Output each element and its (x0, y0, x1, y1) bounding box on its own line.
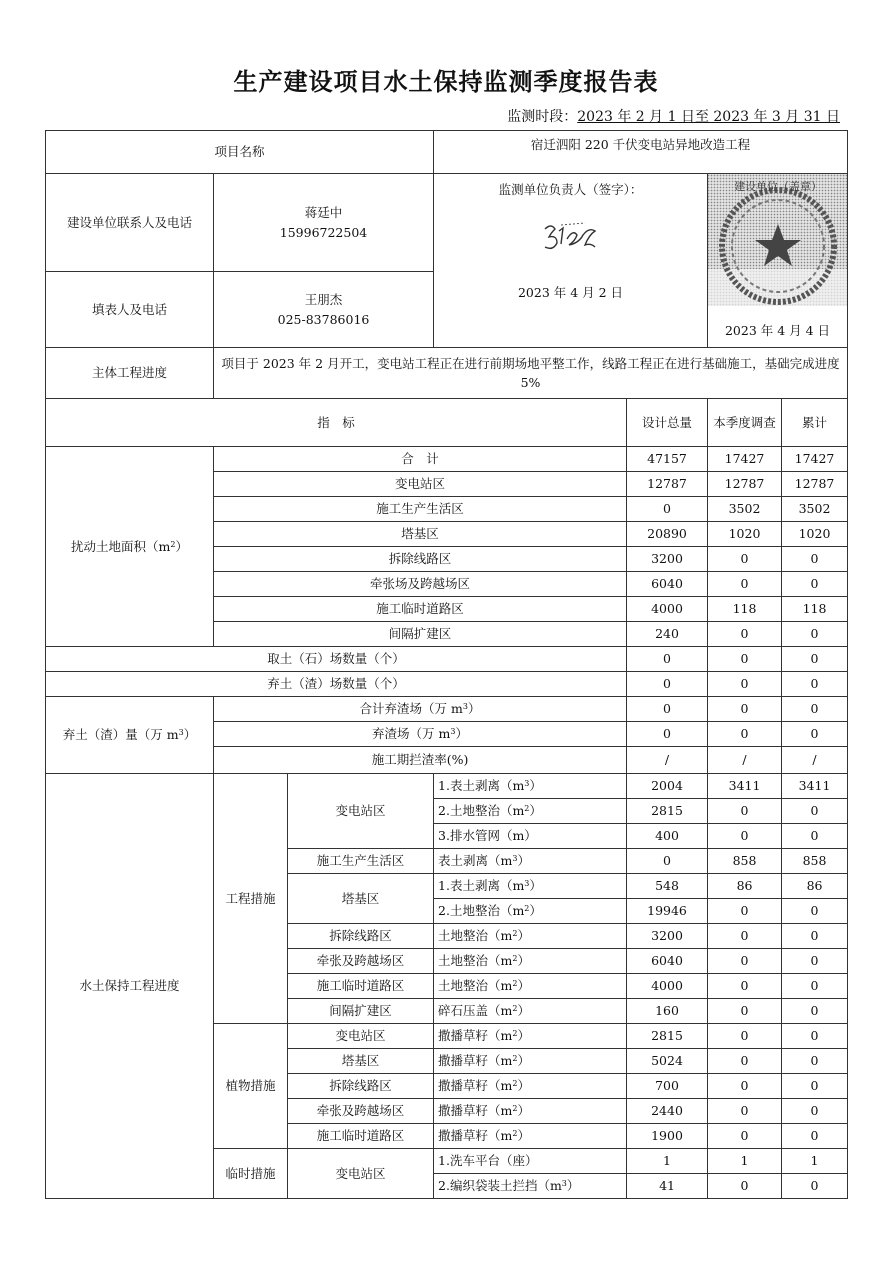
this-quarter-value: 3502 (708, 497, 782, 522)
design-total-value: / (627, 747, 708, 774)
disturbed-area-name: 拆除线路区 (214, 547, 627, 572)
this-quarter-value: 0 (708, 974, 782, 999)
cumulative-value: 0 (782, 622, 848, 647)
this-quarter-value: 0 (708, 1099, 782, 1124)
cell-text: 施工期拦渣率(%) (371, 752, 469, 768)
table-row (46, 774, 848, 799)
measure-area: 变电站区 (288, 774, 434, 849)
cell-text: 2.编织袋装土拦挡（m (438, 1178, 562, 1194)
borrow-site-count-label: 取土（石）场数量（个） (46, 647, 627, 672)
disturbed-area-name: 间隔扩建区 (214, 622, 627, 647)
spoil-volume-name (214, 747, 627, 774)
design-total-value: 3200 (627, 924, 708, 949)
cumulative-value: 0 (782, 1099, 848, 1124)
disturbed-area-label (46, 447, 214, 647)
builder-seal-cell (708, 174, 848, 348)
cumulative-value: 0 (782, 647, 848, 672)
progress-label: 主体工程进度 (46, 348, 214, 399)
cell-text-end: ） (455, 726, 468, 742)
cumulative-value: 858 (782, 849, 848, 874)
this-quarter-value: 0 (708, 722, 782, 747)
design-total-value: 4000 (627, 597, 708, 622)
measure-area: 施工临时道路区 (288, 974, 434, 999)
col-header-indicator: 指 标 (46, 399, 627, 447)
measure-area: 牵张及跨越场区 (288, 949, 434, 974)
cell-text: 2.土地整治（m (438, 803, 525, 819)
unit-superscript: 2 (512, 954, 518, 964)
cumulative-value: 0 (782, 697, 848, 722)
cumulative-value: 0 (782, 899, 848, 924)
cumulative-value: 0 (782, 547, 848, 572)
cell-text-end: ） (467, 701, 481, 717)
builder-seal-date: 2023 年 4 月 4 日 (724, 322, 831, 338)
cumulative-value: 17427 (782, 447, 848, 472)
cumulative-value: 0 (782, 1024, 848, 1049)
design-total-value: 700 (627, 1074, 708, 1099)
unit-superscript: 3 (462, 702, 468, 712)
measure-name: 2.土地整治$(m^2)$ (434, 799, 627, 824)
disturbed-area-name: 塔基区 (214, 522, 627, 547)
monitor-sign-label: 监测单位负责人（签字）： (498, 182, 643, 197)
design-total-value: 0 (627, 647, 708, 672)
measure-area: 施工临时道路区 (288, 1124, 434, 1149)
measure-area: 拆除线路区 (288, 924, 434, 949)
unit-superscript: 2 (512, 1079, 518, 1089)
vegetation-measures-label: 植物措施 (214, 1024, 288, 1149)
cell-text: 1.表土剥离（m (438, 778, 525, 794)
spoil-volume-name (214, 697, 627, 722)
unit-superscript: 2 (512, 1054, 518, 1064)
unit-superscript: 3 (524, 779, 530, 789)
measure-area: 塔基区 (288, 874, 434, 924)
design-total-value: 0 (627, 849, 708, 874)
design-total-value: 2815 (627, 799, 708, 824)
this-quarter-value: 0 (708, 1174, 782, 1199)
measure-name: 碎石压盖$(m^2)$ (434, 999, 627, 1024)
design-total-value: 2440 (627, 1099, 708, 1124)
this-quarter-value: 12787 (708, 472, 782, 497)
cell-text: 2.土地整治（m (438, 903, 525, 919)
unit-superscript: 2 (512, 979, 518, 989)
this-quarter-value: 0 (708, 622, 782, 647)
measure-area: 间隔扩建区 (288, 999, 434, 1024)
col-header-this-quarter: 本季度调查 (708, 399, 782, 447)
cumulative-value: 0 (782, 1124, 848, 1149)
measure-name: 撒播草籽$(m^2)$ (434, 1024, 627, 1049)
monitor-sign-cell (434, 174, 708, 348)
unit-superscript: 3 (450, 727, 456, 737)
unit-superscript: 2 (512, 1129, 518, 1139)
official-seal (708, 174, 848, 314)
design-total-value: 2004 (627, 774, 708, 799)
cumulative-value: 1020 (782, 522, 848, 547)
soil-progress-label: 水土保持工程进度 (46, 774, 214, 1199)
unit-superscript: 3 (178, 728, 184, 738)
cumulative-value: 1 (782, 1149, 848, 1174)
this-quarter-value: 0 (708, 647, 782, 672)
this-quarter-value: 0 (708, 949, 782, 974)
cell-text: 弃渣场（万 m (372, 726, 451, 742)
measure-name: 撒播草籽$(m^2)$ (434, 1074, 627, 1099)
design-total-value: 47157 (627, 447, 708, 472)
table-row (46, 647, 848, 672)
this-quarter-value: 3411 (708, 774, 782, 799)
cumulative-value: 3411 (782, 774, 848, 799)
this-quarter-value: 0 (708, 1124, 782, 1149)
cell-text: 土地整治（m (438, 928, 513, 944)
cumulative-value: 0 (782, 1074, 848, 1099)
design-total-value: 6040 (627, 572, 708, 597)
design-total-value: 2815 (627, 1024, 708, 1049)
filler-phone: 025-83786016 (277, 311, 370, 327)
measure-name: 表土剥离$(m^3)$ (434, 849, 627, 874)
builder-contact-phone: 15996722504 (279, 224, 368, 240)
period-value: 2023 年 2 月 1 日至 2023 年 3 月 31 日 (577, 109, 840, 125)
engineering-measures-label: 工程措施 (214, 774, 288, 1024)
unit-superscript: 2 (512, 1004, 518, 1014)
cell-text: 土地整治（m (438, 953, 513, 969)
cell-text: 3.排水管网（m） (438, 828, 537, 844)
measure-name (434, 1149, 627, 1174)
cumulative-value: 0 (782, 722, 848, 747)
this-quarter-value: 1 (708, 1149, 782, 1174)
cell-text: 碎石压盖（m (438, 1003, 513, 1019)
report-table (45, 130, 848, 1199)
handwritten-signature (541, 217, 601, 257)
cell-text: 合计弃渣场（万 m (359, 701, 463, 717)
cumulative-value: 0 (782, 1049, 848, 1074)
measure-name: 2.编织袋装土拦挡$(m^3)$ (434, 1174, 627, 1199)
unit-superscript: 2 (524, 804, 530, 814)
table-row (46, 697, 848, 722)
design-total-value: 20890 (627, 522, 708, 547)
unit-superscript: 2 (170, 539, 176, 549)
measure-name (434, 824, 627, 849)
cumulative-value: 3502 (782, 497, 848, 522)
disturbed-area-name: 施工生产生活区 (214, 497, 627, 522)
design-total-value: 3200 (627, 547, 708, 572)
cell-text: 撒播草籽（m (438, 1078, 513, 1094)
design-total-value: 12787 (627, 472, 708, 497)
measure-area: 变电站区 (288, 1024, 434, 1049)
cell-text: 撒播草籽（m (438, 1053, 513, 1069)
monitoring-period (507, 106, 840, 126)
cell-text-end: ） (183, 727, 197, 743)
progress-text: 项目于 2023 年 2 月开工，变电站工程正在进行前期场地平整工作，线路工程正在进行基础施工，基础完成进度 5% (214, 348, 848, 399)
this-quarter-value: 0 (708, 824, 782, 849)
this-quarter-value: 0 (708, 572, 782, 597)
this-quarter-value: 86 (708, 874, 782, 899)
design-total-value: 1900 (627, 1124, 708, 1149)
builder-contact-label: 建设单位联系人及电话 (46, 174, 214, 272)
unit-superscript: 3 (512, 854, 518, 864)
cell-text: 1.表土剥离（m (438, 878, 525, 894)
unit-superscript: 2 (512, 929, 518, 939)
measure-area: 塔基区 (288, 1049, 434, 1074)
measure-area: 施工生产生活区 (288, 849, 434, 874)
col-header-cumulative: 累计 (782, 399, 848, 447)
table-row (46, 672, 848, 697)
measure-area: 牵张及跨越场区 (288, 1099, 434, 1124)
design-total-value: 240 (627, 622, 708, 647)
filler-label: 填表人及电话 (46, 272, 214, 348)
design-total-value: 5024 (627, 1049, 708, 1074)
this-quarter-value: 0 (708, 1074, 782, 1099)
cumulative-value: 0 (782, 672, 848, 697)
measure-name: 1.表土剥离$(m^3)$ (434, 874, 627, 899)
design-total-value: 0 (627, 697, 708, 722)
design-total-value: 0 (627, 672, 708, 697)
period-label: 监测时段： (507, 109, 578, 125)
disturbed-area-name: 牵张场及跨越场区 (214, 572, 627, 597)
cumulative-value: 86 (782, 874, 848, 899)
cell-text: 弃土（渣）量（万 m (62, 727, 179, 743)
project-name: 宿迁泗阳 220 千伏变电站异地改造工程 (434, 131, 848, 174)
this-quarter-value: 0 (708, 1049, 782, 1074)
unit-superscript: 3 (561, 1179, 567, 1189)
builder-contact-name: 蒋廷中 (304, 205, 343, 221)
design-total-value: 1 (627, 1149, 708, 1174)
design-total-value: 4000 (627, 974, 708, 999)
design-total-value: 0 (627, 497, 708, 522)
measure-name: 撒播草籽$(m^2)$ (434, 1124, 627, 1149)
report-title: 生产建设项目水土保持监测季度报告表 (233, 67, 659, 96)
cell-text: 撒播草籽（m (438, 1103, 513, 1119)
unit-superscript: 2 (524, 904, 530, 914)
this-quarter-value: 0 (708, 672, 782, 697)
disturbed-area-name: 合 计 (214, 447, 627, 472)
table-row (46, 447, 848, 472)
this-quarter-value: 858 (708, 849, 782, 874)
unit-superscript: 2 (512, 1104, 518, 1114)
filler-name: 王朋杰 (304, 292, 343, 308)
cell-text-end: ） (175, 538, 188, 554)
measure-name: 撒播草籽$(m^2)$ (434, 1049, 627, 1074)
cumulative-value: 0 (782, 1174, 848, 1199)
this-quarter-value: 0 (708, 547, 782, 572)
this-quarter-value: 0 (708, 899, 782, 924)
disturbed-area-name: 施工临时道路区 (214, 597, 627, 622)
cumulative-value: 12787 (782, 472, 848, 497)
cell-text: 撒播草籽（m (438, 1128, 513, 1144)
design-total-value: 160 (627, 999, 708, 1024)
filler-contact (214, 272, 434, 348)
cell-text: 表土剥离（m (438, 853, 513, 869)
cell-text: 1.洗车平台（座） (438, 1153, 538, 1169)
this-quarter-value: 0 (708, 924, 782, 949)
monitor-sign-date: 2023 年 4 月 2 日 (517, 285, 624, 301)
cumulative-value: 0 (782, 974, 848, 999)
cumulative-value: / (782, 747, 848, 774)
cumulative-value: 0 (782, 924, 848, 949)
measure-name: 土地整治$(m^2)$ (434, 974, 627, 999)
this-quarter-value: 0 (708, 697, 782, 722)
seal-label: 建设单位（盖章） (734, 180, 823, 193)
design-total-value: 0 (627, 722, 708, 747)
this-quarter-value: 0 (708, 799, 782, 824)
design-total-value: 400 (627, 824, 708, 849)
this-quarter-value: / (708, 747, 782, 774)
design-total-value: 41 (627, 1174, 708, 1199)
measure-area: 拆除线路区 (288, 1074, 434, 1099)
measure-name: 1.表土剥离$(m^3)$ (434, 774, 627, 799)
unit-superscript: 2 (512, 1029, 518, 1039)
spoil-volume-label (46, 697, 214, 774)
this-quarter-value: 17427 (708, 447, 782, 472)
col-header-design-total: 设计总量 (627, 399, 708, 447)
measure-name: 撒播草籽$(m^2)$ (434, 1099, 627, 1124)
design-total-value: 6040 (627, 949, 708, 974)
cumulative-value: 0 (782, 572, 848, 597)
cumulative-value: 0 (782, 799, 848, 824)
temporary-measures-label: 临时措施 (214, 1149, 288, 1199)
this-quarter-value: 0 (708, 1024, 782, 1049)
cumulative-value: 0 (782, 949, 848, 974)
measure-name: 土地整治$(m^2)$ (434, 949, 627, 974)
cell-text: 土地整治（m (438, 978, 513, 994)
unit-superscript: 3 (524, 879, 530, 889)
builder-contact (214, 174, 434, 272)
cumulative-value: 0 (782, 824, 848, 849)
design-total-value: 548 (627, 874, 708, 899)
spoil-site-count-label: 弃土（渣）场数量（个） (46, 672, 627, 697)
measure-area: 变电站区 (288, 1149, 434, 1199)
disturbed-area-name: 变电站区 (214, 472, 627, 497)
measure-name: 土地整治$(m^2)$ (434, 924, 627, 949)
this-quarter-value: 1020 (708, 522, 782, 547)
project-name-label: 项目名称 (46, 131, 434, 174)
this-quarter-value: 0 (708, 999, 782, 1024)
cell-text: 撒播草籽（m (438, 1028, 513, 1044)
cumulative-value: 118 (782, 597, 848, 622)
spoil-volume-name (214, 722, 627, 747)
cell-text: 扰动土地面积（m (71, 538, 171, 554)
design-total-value: 19946 (627, 899, 708, 924)
cumulative-value: 0 (782, 999, 848, 1024)
measure-name: 2.土地整治$(m^2)$ (434, 899, 627, 924)
this-quarter-value: 118 (708, 597, 782, 622)
